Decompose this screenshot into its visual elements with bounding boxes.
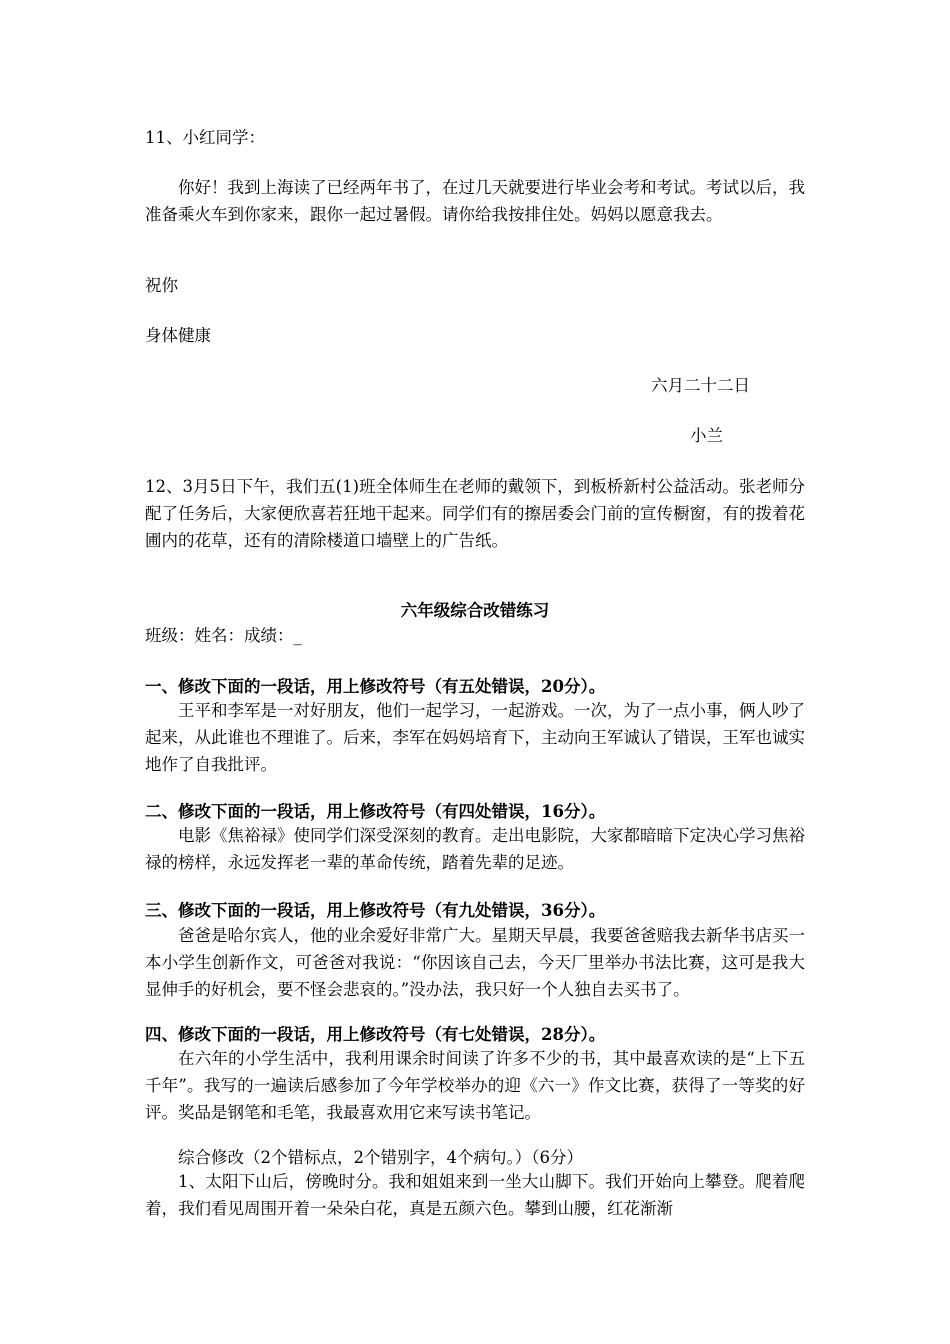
letter-closing-1: 祝你	[145, 276, 178, 295]
section-2-heading: 二、修改下面的一段话，用上修改符号（有四处错误，16分）。	[145, 802, 606, 821]
section-1-text: 王平和李军是一对好朋友，他们一起学习，一起游戏。一次，为了一点小事，俩人吵了起来，从此谁也不理谁了。后来，李军在妈妈培育下，主动向王军诚认了错误，王军也诚实地作了自我批评。	[145, 701, 805, 774]
letter-body: 你好！我到上海读了已经两年书了，在过几天就要进行毕业会考和考试。考试以后，我准备乘火车到你家来，跟你一起过暑假。请你给我按排住处。妈妈以愿意我去。	[145, 178, 805, 224]
worksheet-title: 六年级综合改错练习	[400, 601, 550, 620]
section-1-heading: 一、修改下面的一段话，用上修改符号（有五处错误，20分）。	[145, 677, 606, 696]
letter-heading: 11、小红同学：	[145, 128, 265, 147]
comprehensive-heading: 综合修改（2个错标点，2个错别字，4个病句。）（6分）	[178, 1148, 583, 1167]
section-2-text: 电影《焦裕禄》使同学们深受深刻的教育。走出电影院，大家都暗暗下定决心学习焦裕禄的榜样，永远发挥老一辈的革命传统，踏着先辈的足迹。	[145, 826, 805, 872]
letter-closing-2: 身体健康	[145, 326, 211, 345]
comprehensive-text: 1、太阳下山后，傍晚时分。我和姐姐来到一坐大山脚下。我们开始向上攀登。爬着爬着，我们看见周围开着一朵朵白花，真是五颜六色。攀到山腰，红花渐渐	[145, 1172, 805, 1218]
worksheet-info-line: 班级：姓名：成绩：_	[145, 626, 302, 645]
letter-signature: 小兰	[690, 426, 723, 445]
letter-date: 六月二十二日	[651, 376, 750, 395]
section-3-text: 爸爸是哈尔宾人，他的业余爱好非常广大。星期天早晨，我要爸爸赔我去新华书店买一本小学生创新作文，可爸爸对我说：“你因该自己去，今天厂里举办书法比赛，这可是我大显伸手的好机会，要不怪会悲哀的。”没办法，我只好一个人独自去买书了。	[145, 926, 805, 999]
section-4-text: 在六年的小学生活中，我利用课余时间读了许多不少的书，其中最喜欢读的是“上下五千年”。我写的一遍读后感参加了今年学校举办的迎《六一》作文比赛，获得了一等奖的好评。奖品是钢笔和毛笔，我最喜欢用它来写读书笔记。	[145, 1049, 805, 1122]
item-12-paragraph: 12、3月5日下午，我们五(1)班全体师生在老师的戴领下，到板桥新村公益活动。张老师分配了任务后，大家便欣喜若狂地干起来。同学们有的擦居委会门前的宣传橱窗，有的拨着花圃内的花草，还有的清除楼道口墙壁上的广告纸。	[145, 477, 805, 550]
section-3-heading: 三、修改下面的一段话，用上修改符号（有九处错误，36分）。	[145, 901, 606, 920]
section-4-heading: 四、修改下面的一段话，用上修改符号（有七处错误，28分）。	[145, 1025, 606, 1044]
